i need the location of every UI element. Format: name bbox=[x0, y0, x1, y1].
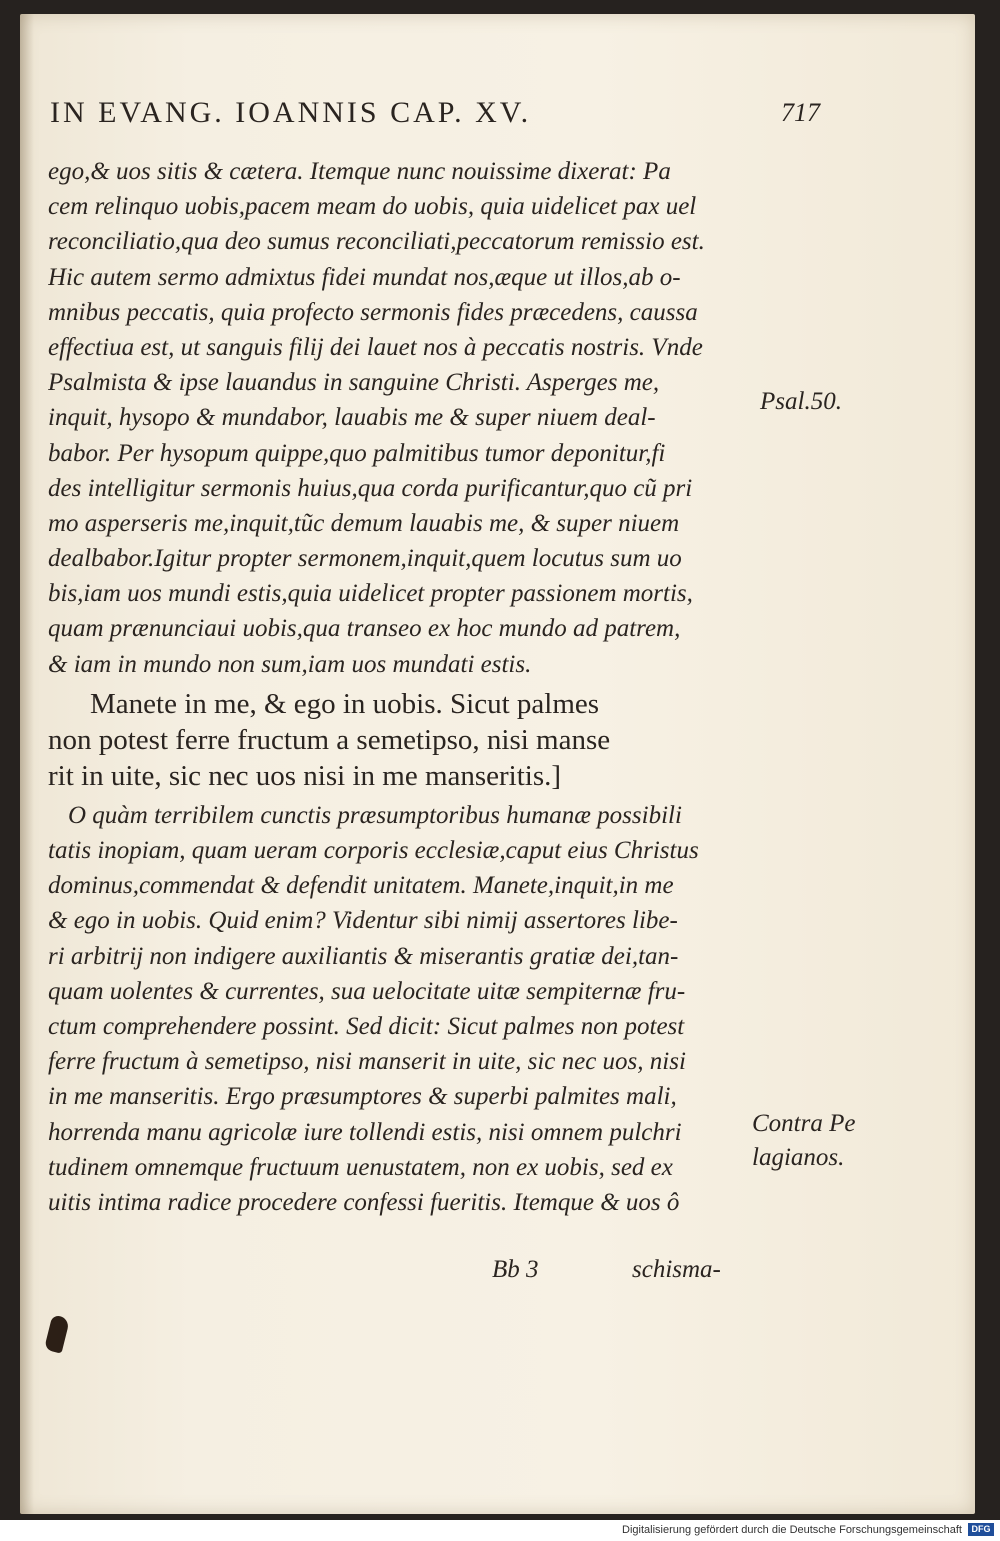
text-line: mnibus peccatis, quia profecto sermonis fides præcedens, caussa bbox=[48, 298, 698, 326]
page-number: 717 bbox=[781, 98, 820, 127]
text-line: O quàm terribilem cunctis præsumptoribus humanæ possibili bbox=[68, 801, 682, 829]
text-line: cem relinquo uobis,pacem meam do uobis, quia uidelicet pax uel bbox=[48, 193, 697, 221]
text-line: & ego in uobis. Quid enim? Videntur sibi nimij assertores libe- bbox=[48, 907, 678, 935]
scripture-line: rit in uite, sic nec uos nisi in me manseritis.] bbox=[48, 759, 562, 792]
text-line: uitis intima radice procedere confessi fueritis. Itemque & uos ô bbox=[48, 1188, 680, 1216]
text-line: in me manseritis. Ergo præsumptores & superbi palmites mali, bbox=[48, 1083, 677, 1111]
text-line: ego,& uos sitis & cætera. Itemque nunc nouissime dixerat: Pa bbox=[48, 158, 671, 185]
running-head bbox=[50, 96, 820, 136]
footer-bar bbox=[0, 1520, 1000, 1541]
text-line: des intelligitur sermonis huius,qua corda purificantur,quo cũ pri bbox=[48, 474, 693, 502]
text-line: Hic autem sermo admixtus fidei mundat nos,æque ut illos,ab o- bbox=[48, 263, 681, 291]
text-line: inquit, hysopo & mundabor, lauabis me & super niuem deal- bbox=[48, 404, 656, 432]
marginal-note-contra-cont: lagianos. bbox=[752, 1144, 845, 1171]
marginal-note-psalm: Psal.50. bbox=[760, 388, 842, 415]
text-line: effectiua est, ut sanguis filij dei lauet nos à peccatis nostris. Vnde bbox=[48, 333, 703, 361]
text-line: ferre fructum à semetipso, nisi manserit in uite, sic nec uos, nisi bbox=[48, 1048, 686, 1076]
catchword: schisma- bbox=[632, 1256, 721, 1283]
text-line: babor. Per hysopum quippe,quo palmitibus tumor deponitur,fi bbox=[48, 439, 666, 467]
funding-credit: Digitalisierung gefördert durch die Deutsche Forschungsgemeinschaft bbox=[622, 1524, 962, 1536]
text-line: horrenda manu agricolæ iure tollendi estis, nisi omnem pulchri bbox=[48, 1118, 682, 1146]
body-text bbox=[48, 154, 778, 1220]
text-line: dealbabor.Igitur propter sermonem,inquit,quem locutus sum uo bbox=[48, 545, 682, 573]
text-line: quam uolentes & currentes, sua uelocitate uitæ sempiternæ fru- bbox=[48, 977, 686, 1005]
text-line: tudinem omnemque fructuum uenustatem, non ex uobis, sed ex bbox=[48, 1153, 673, 1181]
dfg-logo: DFG bbox=[968, 1523, 994, 1536]
text-line: ctum comprehendere possint. Sed dicit: Sicut palmes non potest bbox=[48, 1012, 685, 1040]
running-head-title: IN EVANG. IOANNIS CAP. XV. bbox=[50, 96, 532, 129]
text-line: mo asperseris me,inquit,tũc demum lauabis me, & super niuem bbox=[48, 509, 680, 537]
text-line: & iam in mundo non sum,iam uos mundati estis. bbox=[48, 650, 532, 678]
signature-line bbox=[48, 1256, 748, 1292]
scripture-line: non potest ferre fructum a semetipso, nisi manse bbox=[48, 723, 611, 756]
text-line: reconciliatio,qua deo sumus reconciliati,peccatorum remissio est. bbox=[48, 228, 705, 256]
scripture-line: Manete in me, & ego in uobis. Sicut palmes bbox=[90, 687, 600, 720]
marginal-note-contra: Contra Pe bbox=[752, 1110, 856, 1137]
text-line: Psalmista & ipse lauandus in sanguine Christi. Asperges me, bbox=[48, 369, 660, 397]
text-line: ri arbitrij non indigere auxiliantis & miserantis gratiæ dei,tan- bbox=[48, 942, 679, 970]
text-line: tatis inopiam, quam ueram corporis ecclesiæ,caput eius Christus bbox=[48, 837, 699, 864]
text-line: dominus,commendat & defendit unitatem. Manete,inquit,in me bbox=[48, 872, 674, 900]
text-line: bis,iam uos mundi estis,quia uidelicet propter passionem mortis, bbox=[48, 580, 693, 608]
text-line: quam prænunciaui uobis,qua transeo ex hoc mundo ad patrem, bbox=[48, 615, 681, 643]
signature-mark: Bb 3 bbox=[492, 1256, 539, 1283]
